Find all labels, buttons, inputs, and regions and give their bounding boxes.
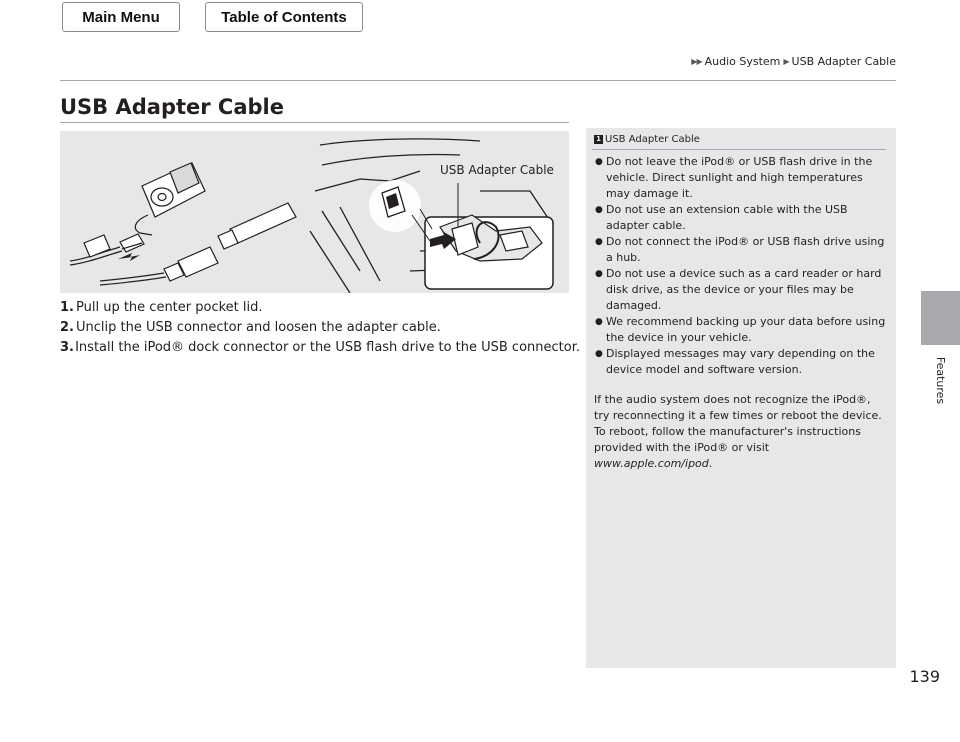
list-item: ● Displayed messages may vary depending on the device model and software version. xyxy=(594,346,886,378)
breadcrumb-arrow-icon: ▶ xyxy=(783,57,789,66)
breadcrumb-audio-system[interactable]: Audio System xyxy=(704,55,781,68)
note-marker-icon: 1 xyxy=(594,135,603,144)
section-tab-marker xyxy=(921,291,960,345)
notes-sidebar xyxy=(586,128,896,668)
sidebar-divider xyxy=(592,149,886,150)
breadcrumb-usb-adapter-cable: USB Adapter Cable xyxy=(791,55,896,68)
main-menu-button[interactable]: Main Menu xyxy=(62,2,180,32)
usb-cable-diagram xyxy=(60,131,569,293)
list-item: ● Do not leave the iPod® or USB flash drive in the vehicle. Direct sunlight and high temperatures may damage it. xyxy=(594,154,886,202)
list-item: ● Do not use a device such as a card reader or hard disk drive, as the device or your files may be damaged. xyxy=(594,266,886,314)
section-tab-label: Features xyxy=(934,356,948,404)
usb-adapter-illustration xyxy=(60,131,569,293)
breadcrumb xyxy=(691,55,896,68)
caution-list xyxy=(594,154,886,378)
illustration-callout-label: USB Adapter Cable xyxy=(440,163,554,177)
list-item: ● Do not use an extension cable with the USB adapter cable. xyxy=(594,202,886,234)
list-item: ● Do not connect the iPod® or USB flash drive using a hub. xyxy=(594,234,886,266)
sidebar-heading: 1 USB Adapter Cable xyxy=(594,131,886,148)
breadcrumb-arrows-icon: ▶▶ xyxy=(691,57,702,66)
step-item: 1. Pull up the center pocket lid. xyxy=(60,300,263,315)
ipod-device-drawing xyxy=(142,163,205,217)
step-item: 3. Install the iPod® dock connector or the USB flash drive to the USB connector. xyxy=(60,340,580,355)
ipod-note: If the audio system does not recognize the iPod®, try reconnecting it a few times or reboot the device. To reboot, follow the manufacturer's instructions provided with the iPod® or visit www.apple.com/ipod. xyxy=(594,393,882,470)
instruction-steps xyxy=(60,298,580,358)
step-item: 2. Unclip the USB connector and loosen the adapter cable. xyxy=(60,320,441,335)
page-title: USB Adapter Cable xyxy=(60,95,284,119)
header-divider xyxy=(60,80,896,81)
title-divider xyxy=(60,122,569,123)
list-item: ● We recommend backing up your data before using the device in your vehicle. xyxy=(594,314,886,346)
table-of-contents-button[interactable]: Table of Contents xyxy=(205,2,363,32)
apple-link[interactable]: www.apple.com/ipod xyxy=(594,457,709,470)
usb-flash-drive-drawing xyxy=(164,203,296,281)
page-number: 139 xyxy=(909,667,940,686)
